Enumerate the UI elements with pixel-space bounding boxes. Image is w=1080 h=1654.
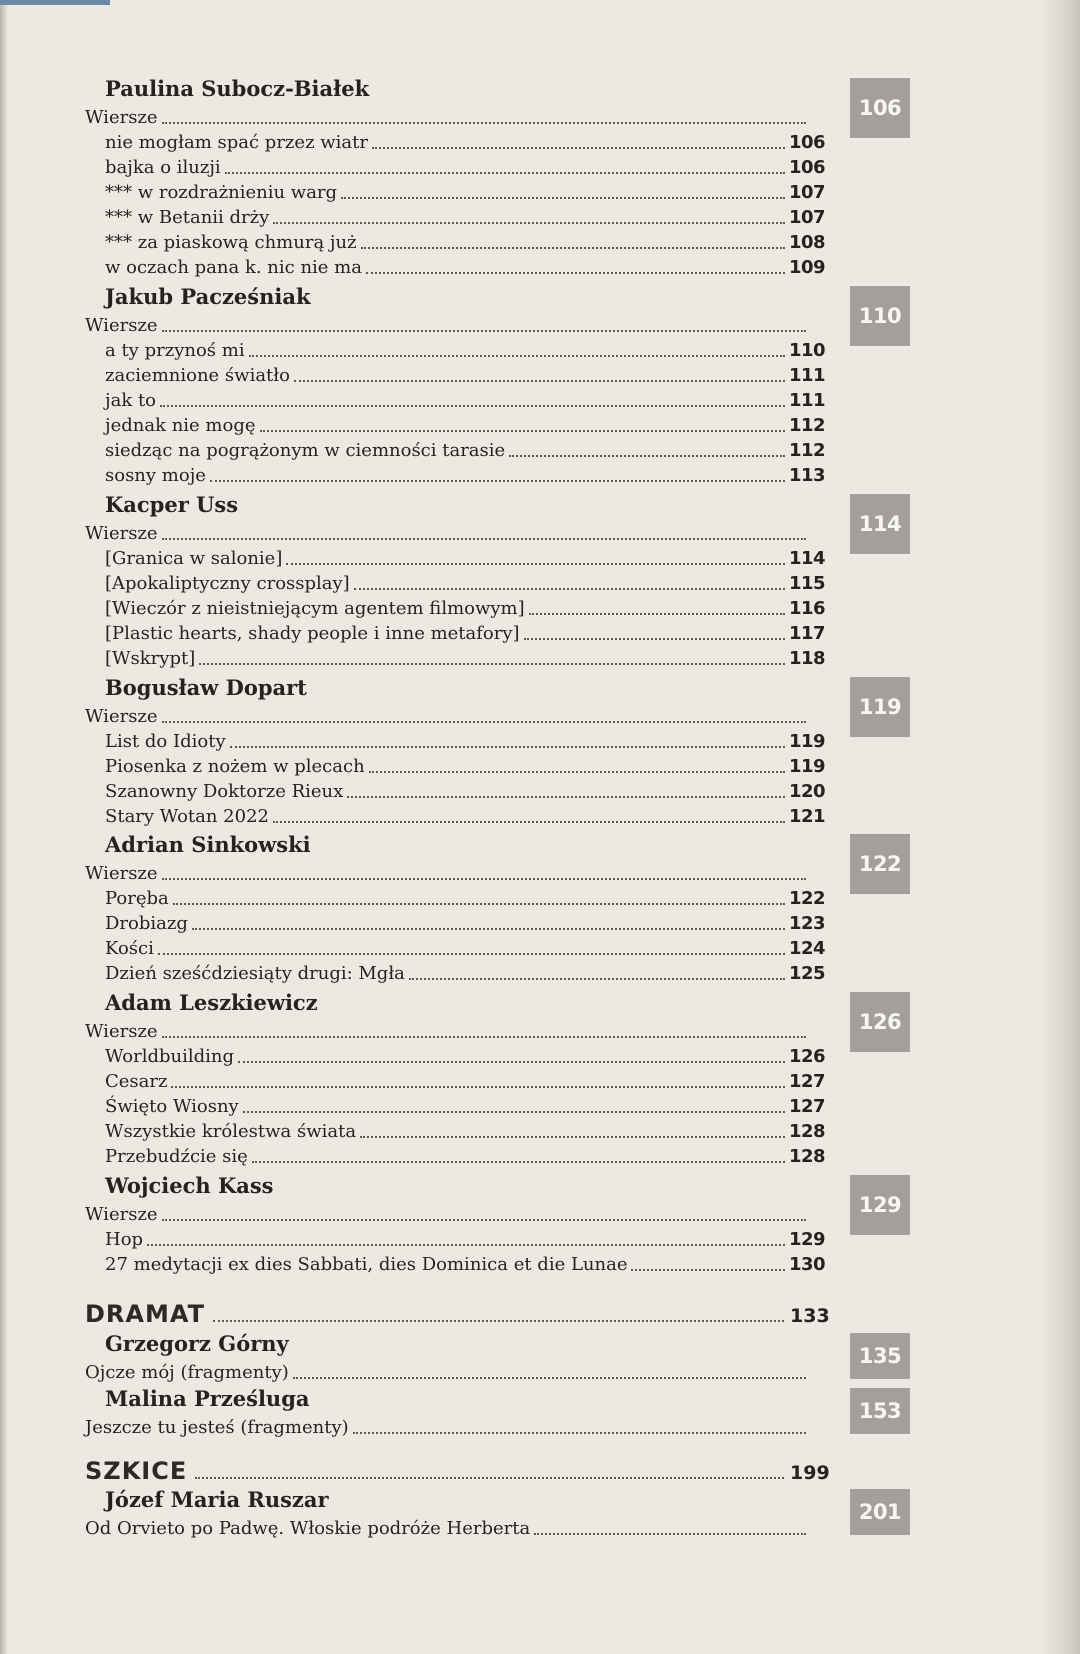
author-name: Paulina Subocz-Białek [105,76,370,101]
entry-page: 125 [789,963,826,984]
entry-page: 122 [789,888,826,909]
toc-entry [85,387,827,412]
author-start-page: 201 [858,1500,902,1524]
toc-section-ruszar [85,1489,915,1540]
entry-page: 120 [789,781,826,802]
entry-page: 121 [789,806,826,827]
toc-section-presluga [85,1388,915,1439]
leader-dots [369,769,785,773]
genre-line [85,1414,810,1439]
leader-dots [409,976,785,980]
entry-page: 107 [789,182,826,203]
genre-label: Wiersze [85,523,158,544]
entry-title: Przebudźcie się [105,1146,248,1167]
author-start-page: 106 [858,96,902,120]
leader-dots [249,353,785,357]
author-start-page-box [850,992,910,1052]
toc-section-uss [85,494,915,670]
genre-line [85,1359,810,1384]
toc-entry [85,412,827,437]
genre-label: Wiersze [85,706,158,727]
entry-title: jednak nie mogę [105,415,256,436]
leader-dots [534,1531,806,1535]
leader-dots [360,1134,785,1138]
entry-title: [Wskrypt] [105,648,196,669]
entry-title: Drobiazg [105,913,188,934]
entry-title: jak to [105,390,157,411]
section-heading-page: 199 [790,1462,830,1484]
leader-dots [353,1430,806,1434]
author-name: Bogusław Dopart [105,675,307,700]
author-name: Malina Prześluga [105,1386,310,1411]
genre-label: Wiersze [85,315,158,336]
page-left-edge [0,0,8,1654]
leader-dots [225,170,785,174]
author-start-page-box [850,834,910,894]
section-heading-dramat [85,1294,830,1328]
genre-label: Wiersze [85,1204,158,1225]
leader-dots [529,611,785,615]
leader-dots [162,1217,806,1221]
work-title: Jeszcze tu jesteś (fragmenty) [85,1417,349,1438]
toc-entry [85,728,827,753]
toc-entry [85,362,827,387]
author-name: Adrian Sinkowski [105,832,311,857]
author-start-page: 114 [858,512,902,536]
toc-entry [85,1118,827,1143]
section-heading-label: SZKICE [85,1457,188,1485]
author-name: Józef Maria Ruszar [105,1487,329,1512]
entry-title: Dzień sześćdziesiąty drugi: Mgła [105,963,405,984]
genre-line [85,312,810,337]
entry-page: 115 [789,573,826,594]
leader-dots [293,1375,806,1379]
toc-entry [85,154,827,179]
toc-entry [85,753,827,778]
entry-page: 128 [789,1146,826,1167]
toc-section-leszkiewicz [85,992,915,1168]
author-start-page-box [850,1489,910,1535]
entry-page: 110 [789,340,826,361]
author-start-page: 129 [858,1193,902,1217]
toc-entry [85,778,827,803]
leader-dots [372,145,785,149]
toc-section-gorny [85,1333,915,1384]
genre-line [85,104,810,129]
entry-page: 118 [789,648,826,669]
entry-page: 124 [789,938,826,959]
author-start-page-box [850,78,910,138]
author-start-page: 126 [858,1010,902,1034]
genre-label: Wiersze [85,107,158,128]
toc-entry [85,204,827,229]
entry-title: Hop [105,1229,144,1250]
leader-dots [162,536,806,540]
entry-title: [Wieczór z nieistniejącym agentem filmowym] [105,598,525,619]
author-name: Kacper Uss [105,492,239,517]
author-start-page-box [850,1333,910,1379]
leader-dots [366,270,785,274]
toc-entry [85,595,827,620]
toc-entry [85,545,827,570]
genre-line [85,1018,810,1043]
toc-entry [85,645,827,670]
genre-line [85,1201,810,1226]
entry-title: *** w Betanii drży [105,207,270,228]
author-name: Jakub Pacześniak [105,284,311,309]
leader-dots [147,1242,785,1246]
entry-title: Cesarz [105,1071,168,1092]
leader-dots [260,428,785,432]
leader-dots [273,819,785,823]
leader-dots [162,876,806,880]
toc-entry [85,1226,827,1251]
table-of-contents [85,78,915,1558]
entry-title: siedząc na pogrążonym w ciemności tarasie [105,440,506,461]
toc-entry [85,337,827,362]
author-header [85,1386,915,1423]
entry-title: [Plastic hearts, shady people i inne metafory] [105,623,520,644]
entry-page: 109 [789,257,826,278]
genre-line [85,1515,810,1540]
entry-title: *** za piaskową chmurą już [105,232,357,253]
genre-line [85,703,810,728]
genre-label: Wiersze [85,863,158,884]
toc-section-kass [85,1175,915,1276]
leader-dots [162,1034,806,1038]
leader-dots [347,794,785,798]
author-name: Adam Leszkiewicz [105,990,318,1015]
entry-title: Święto Wiosny [105,1096,239,1117]
leader-dots [524,636,785,640]
entry-title: *** w rozdrażnieniu warg [105,182,338,203]
toc-entry [85,229,827,254]
genre-line [85,520,810,545]
toc-section-sinkowski [85,834,915,985]
leader-dots [273,220,785,224]
section-heading-page: 133 [790,1305,830,1327]
toc-entry [85,254,827,279]
author-header [85,1331,915,1368]
toc-entry [85,1043,827,1068]
entry-title: Piosenka z nożem w plecach [105,756,365,777]
toc-entry [85,885,827,910]
leader-dots [199,661,785,665]
entry-title: Wszystkie królestwa świata [105,1121,357,1142]
leader-dots [173,901,785,905]
author-start-page-box [850,677,910,737]
entry-page: 130 [789,1254,826,1275]
toc-entry [85,1093,827,1118]
author-start-page-box [850,286,910,346]
entry-page: 119 [789,756,826,777]
entry-page: 127 [789,1096,826,1117]
leader-dots [210,478,785,482]
entry-title: nie mogłam spać przez wiatr [105,132,369,153]
toc-entry [85,462,827,487]
author-start-page-box [850,1175,910,1235]
entry-page: 128 [789,1121,826,1142]
entry-page: 112 [789,415,826,436]
leader-dots [213,1318,784,1322]
work-title: Ojcze mój (fragmenty) [85,1362,289,1383]
toc-section-dopart [85,677,915,828]
toc-entry [85,1251,827,1276]
toc-entry [85,910,827,935]
genre-label: Wiersze [85,1021,158,1042]
entry-title: bajka o iluzji [105,157,221,178]
toc-entry [85,179,827,204]
leader-dots [162,120,806,124]
entry-page: 113 [789,465,826,486]
leader-dots [238,1059,785,1063]
leader-dots [354,586,785,590]
entry-title: Kości [105,938,154,959]
author-header [85,1487,915,1524]
entry-title: Stary Wotan 2022 [105,806,269,827]
genre-line [85,860,810,885]
toc-entry [85,129,827,154]
entry-page: 106 [789,132,826,153]
entry-page: 119 [789,731,826,752]
entry-title: sosny moje [105,465,206,486]
entry-page: 111 [789,390,826,411]
author-start-page-box [850,494,910,554]
page-right-edge [1042,0,1080,1654]
toc-entry [85,1068,827,1093]
entry-title: Worldbuilding [105,1046,235,1067]
author-name: Grzegorz Górny [105,1331,289,1356]
author-start-page: 153 [858,1399,902,1423]
entry-page: 127 [789,1071,826,1092]
author-start-page: 135 [858,1344,902,1368]
entry-page: 112 [789,440,826,461]
toc-entry [85,960,827,985]
toc-entry [85,437,827,462]
leader-dots [171,1084,785,1088]
leader-dots [361,245,785,249]
leader-dots [162,328,806,332]
entry-title: w oczach pana k. nic nie ma [105,257,362,278]
toc-entry [85,620,827,645]
leader-dots [341,195,785,199]
entry-title: Poręba [105,888,169,909]
leader-dots [631,1267,785,1271]
toc-entry [85,1143,827,1168]
entry-page: 108 [789,232,826,253]
entry-page: 107 [789,207,826,228]
work-title: Od Orvieto po Padwę. Włoskie podróże Herberta [85,1518,531,1539]
section-heading-szkice [85,1451,830,1485]
leader-dots [243,1109,785,1113]
leader-dots [195,1475,784,1479]
entry-page: 116 [789,598,826,619]
leader-dots [286,561,785,565]
leader-dots [162,719,806,723]
toc-entry [85,803,827,828]
author-start-page: 110 [858,304,902,328]
leader-dots [192,926,785,930]
entry-page: 114 [789,548,826,569]
entry-page: 111 [789,365,826,386]
toc-section-paczesniak [85,286,915,487]
entry-page: 106 [789,157,826,178]
toc-entry [85,935,827,960]
leader-dots [230,744,785,748]
author-name: Wojciech Kass [105,1173,274,1198]
page-top-line [0,0,110,5]
author-start-page: 122 [858,852,902,876]
entry-page: 129 [789,1229,826,1250]
leader-dots [252,1159,785,1163]
author-start-page: 119 [858,695,902,719]
leader-dots [158,951,785,955]
entry-page: 117 [789,623,826,644]
section-heading-label: DRAMAT [85,1300,205,1328]
entry-page: 126 [789,1046,826,1067]
toc-entry [85,570,827,595]
entry-title: [Granica w salonie] [105,548,283,569]
leader-dots [294,378,785,382]
entry-page: 123 [789,913,826,934]
leader-dots [509,453,785,457]
entry-title: 27 medytacji ex dies Sabbati, dies Dominica et die Lunae [105,1254,628,1275]
entry-title: [Apokaliptyczny crossplay] [105,573,350,594]
entry-title: zaciemnione światło [105,365,290,386]
entry-title: a ty przynoś mi [105,340,245,361]
toc-section-subocz-bialek [85,78,915,279]
leader-dots [160,403,785,407]
author-start-page-box [850,1388,910,1434]
entry-title: List do Idioty [105,731,226,752]
entry-title: Szanowny Doktorze Rieux [105,781,344,802]
